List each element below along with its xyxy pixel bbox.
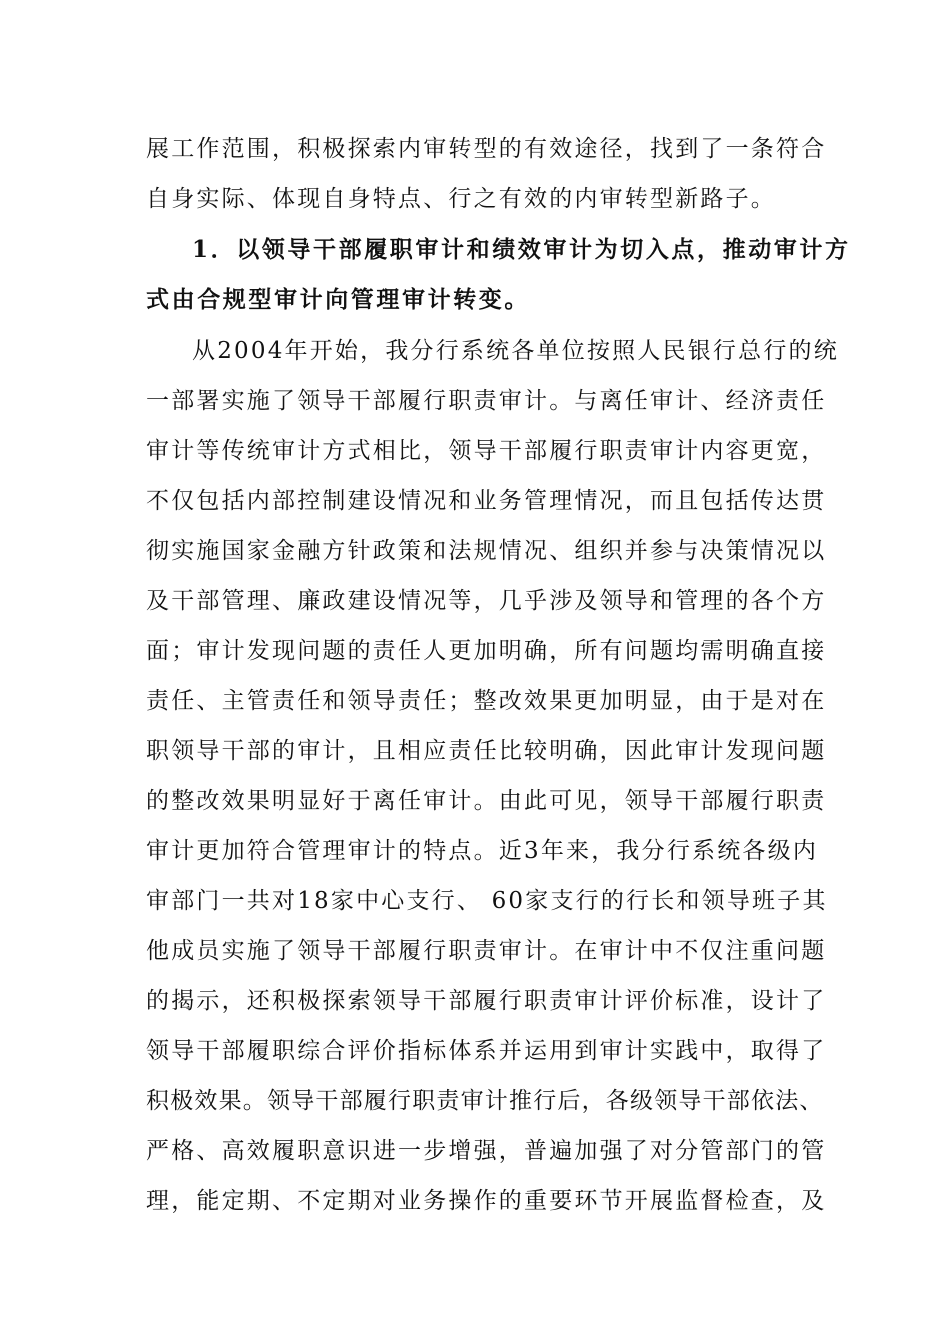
body-text-line: 不仅包括内部控制建设情况和业务管理情况，而且包括传达贯 (146, 488, 827, 514)
body-text-line: 严格、高效履职意识进一步增强，普遍加强了对分管部门的管 (146, 1138, 827, 1164)
section-heading-line: 式由合规型审计向管理审计转变。 (146, 286, 530, 313)
body-text-line: 展工作范围，积极探索内审转型的有效途径，找到了一条符合 (146, 136, 827, 162)
body-text-line: 及干部管理、廉政建设情况等，几乎涉及领导和管理的各个方 (146, 588, 827, 614)
body-text-line: 理，能定期、不定期对业务操作的重要环节开展监督检查，及 (146, 1188, 827, 1214)
section-heading-line: 1．以领导干部履职审计和绩效审计为切入点，推动审计方 (192, 236, 851, 263)
body-text-line: 彻实施国家金融方针政策和法规情况、组织并参与决策情况以 (146, 538, 827, 564)
paragraph-first-line: 从2004年开始，我分行系统各单位按照人民银行总行的统 (192, 338, 839, 364)
body-text-line: 审计等传统审计方式相比，领导干部履行职责审计内容更宽， (146, 438, 827, 464)
body-text-line: 一部署实施了领导干部履行职责审计。与离任审计、经济责任 (146, 388, 827, 414)
body-text-line: 审计更加符合管理审计的特点。近3年来，我分行系统各级内 (146, 838, 819, 864)
body-text-line: 审部门一共对18家中心支行、 60家支行的行长和领导班子其 (146, 888, 828, 914)
body-text-line: 自身实际、体现自身特点、行之有效的内审转型新路子。 (146, 186, 776, 212)
body-text-line: 他成员实施了领导干部履行职责审计。在审计中不仅注重问题 (146, 938, 827, 964)
body-text-line: 面；审计发现问题的责任人更加明确，所有问题均需明确直接 (146, 638, 827, 664)
body-text-line: 责任、主管责任和领导责任；整改效果更加明显，由于是对在 (146, 688, 827, 714)
body-text-line: 职领导干部的审计，且相应责任比较明确，因此审计发现问题 (146, 738, 827, 764)
body-text-line: 的揭示，还积极探索领导干部履行职责审计评价标准，设计了 (146, 988, 827, 1014)
body-text-line: 积极效果。领导干部履行职责审计推行后，各级领导干部依法、 (146, 1088, 824, 1114)
body-text-line: 的整改效果明显好于离任审计。由此可见，领导干部履行职责 (146, 788, 827, 814)
body-text-line: 领导干部履职综合评价指标体系并运用到审计实践中，取得了 (146, 1038, 827, 1064)
